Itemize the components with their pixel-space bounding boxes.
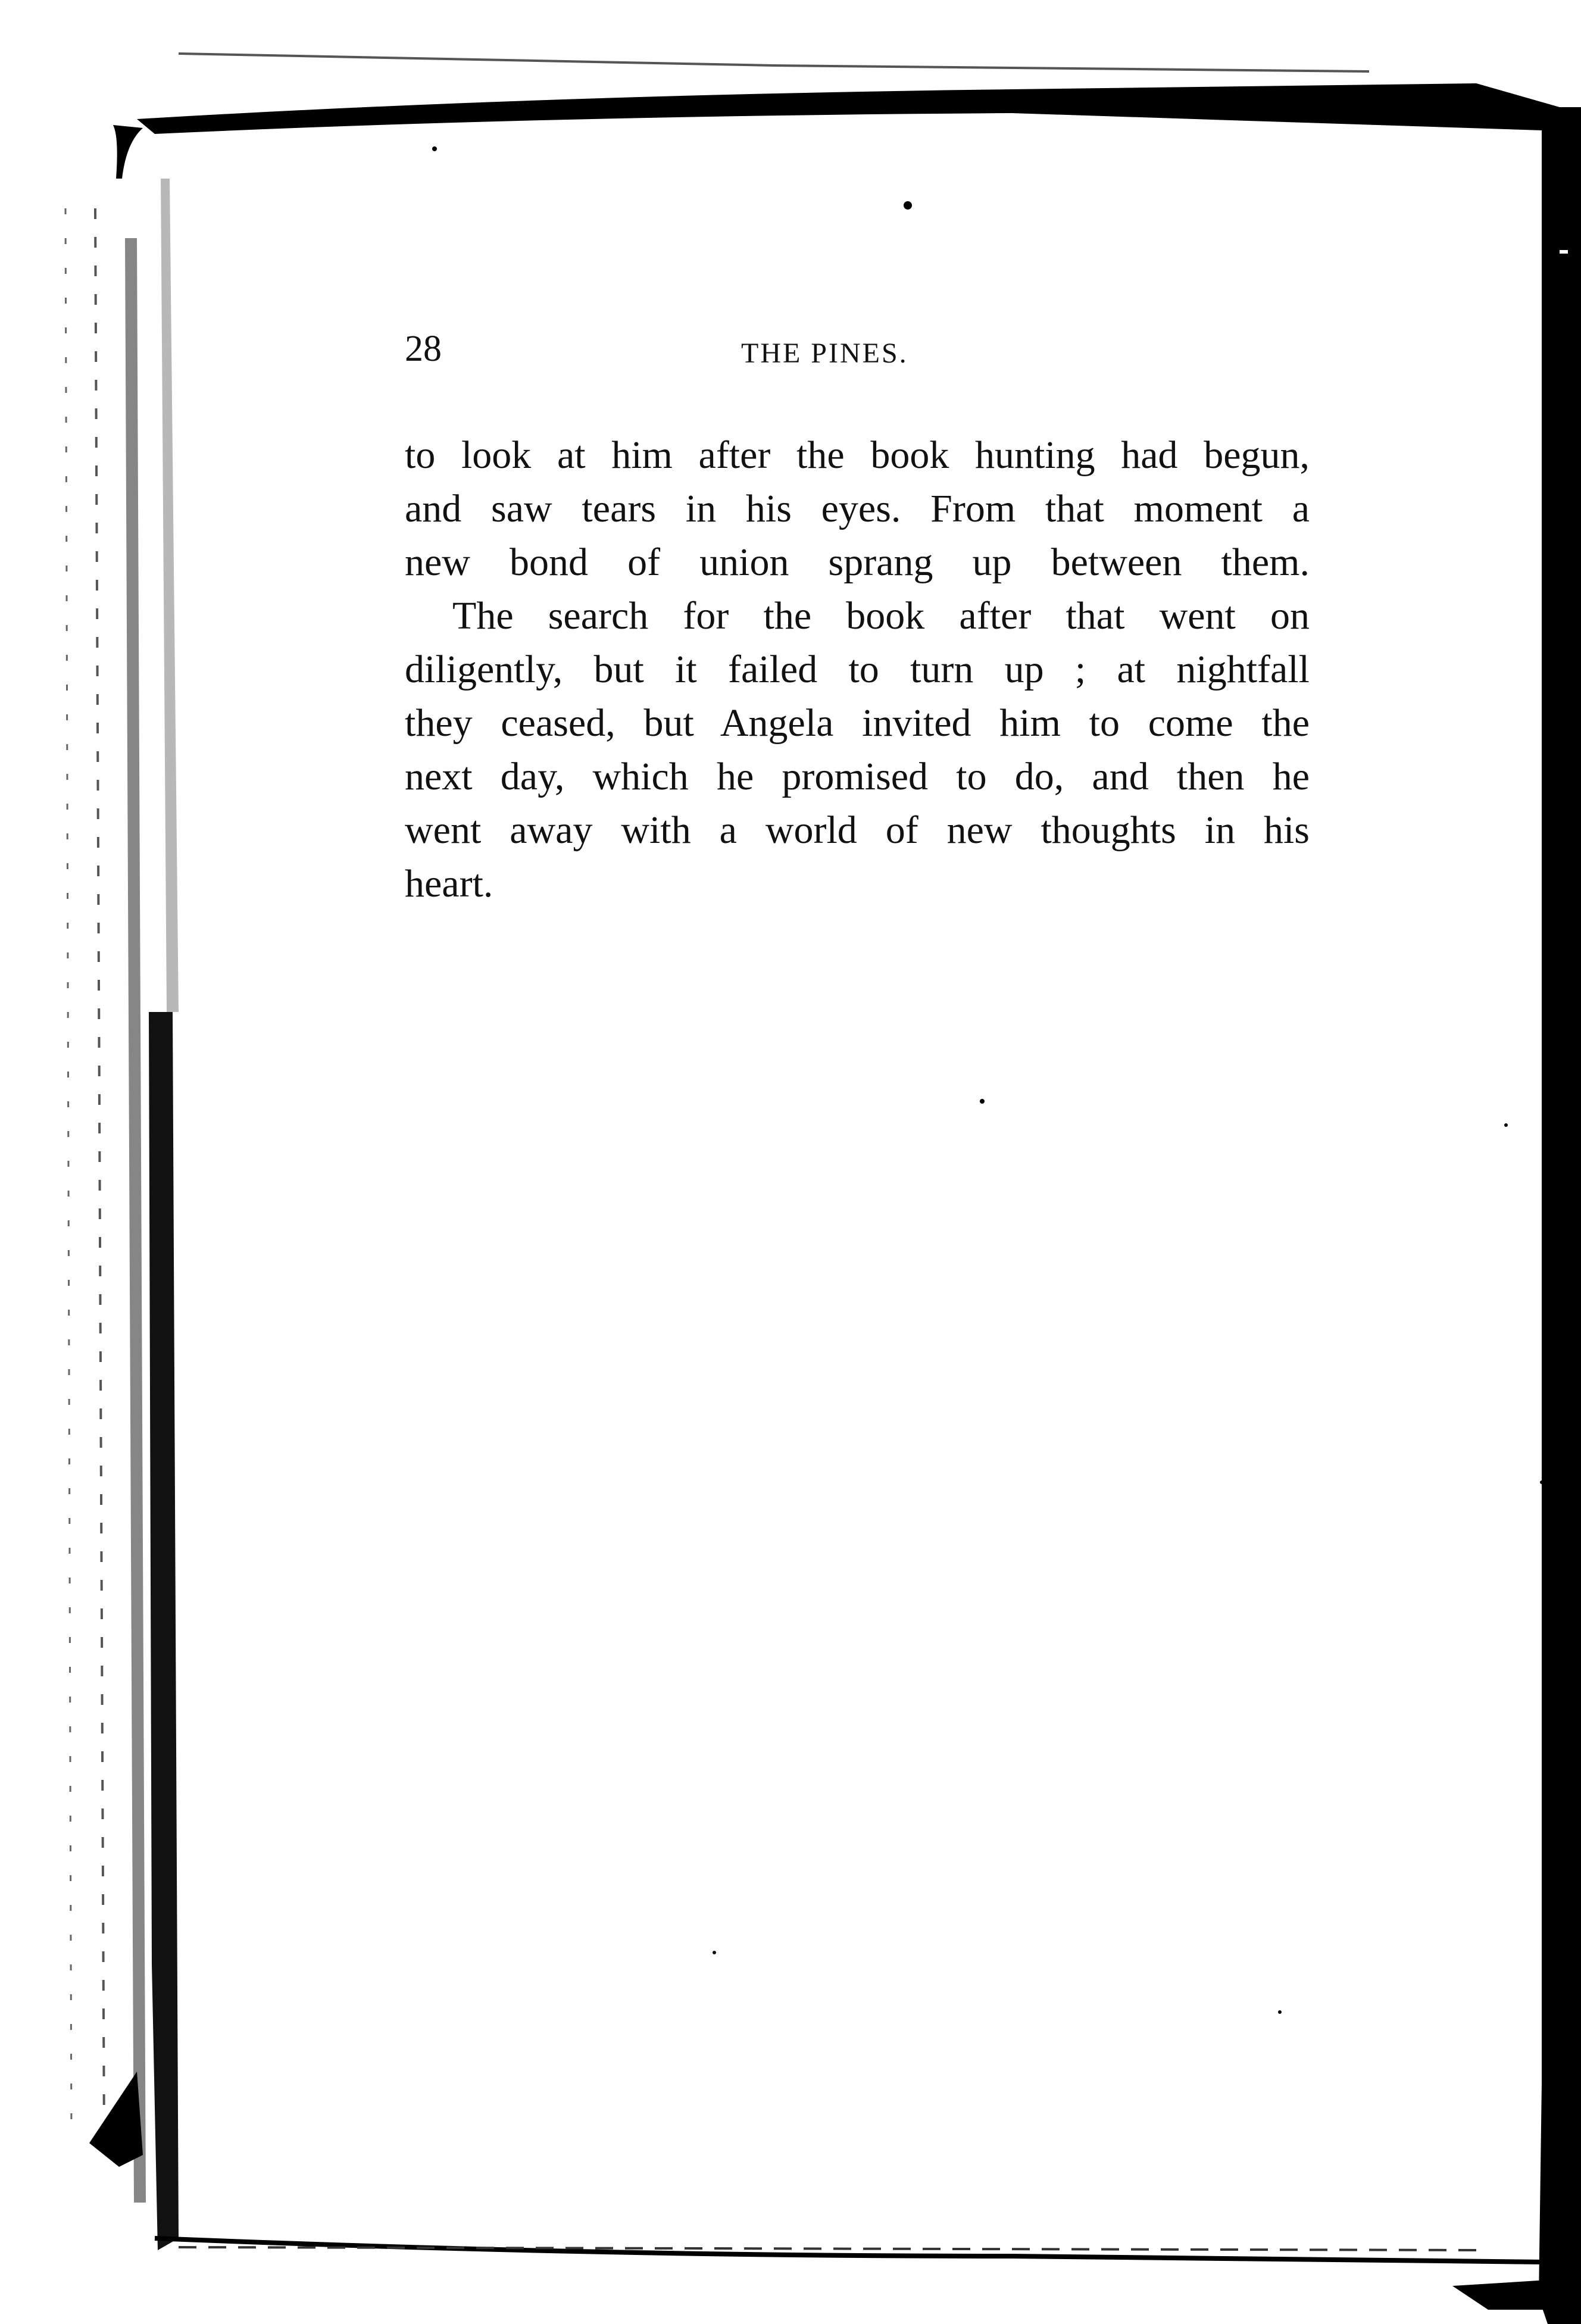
text-line: went away with a world of new thoughts in his <box>405 808 1310 852</box>
text-line: new bond of union sprang up between them. <box>405 541 1310 584</box>
speck-4 <box>1504 1123 1508 1127</box>
text-line: to look at him after the book hunting had begun, <box>405 433 1310 477</box>
speck-5 <box>713 1951 716 1954</box>
left-binding-speckle-2 <box>161 179 179 1012</box>
text-line: and saw tears in his eyes. From that moment a <box>405 487 1310 530</box>
text-line: diligently, but it failed to turn up ; at nightfall <box>405 648 1310 691</box>
speck-6 <box>1278 2010 1282 2014</box>
right-tick-1 <box>1560 250 1568 254</box>
top-page-edge <box>137 83 1560 134</box>
left-binding <box>149 1012 179 2250</box>
body-text <box>405 429 1310 911</box>
bottom-left-blob <box>89 2072 143 2167</box>
bottom-right-blob <box>1452 2280 1560 2310</box>
text-line: next day, which he promised to do, and then he <box>405 755 1310 798</box>
left-binding-speckle <box>125 238 146 2203</box>
speck-3 <box>980 1099 985 1104</box>
speck-1 <box>904 201 912 210</box>
paragraph-start-line: The search for the book after that went on <box>452 594 1310 638</box>
speck-2 <box>432 146 437 151</box>
text-line: heart. <box>405 862 493 905</box>
running-head: THE PINES. <box>741 338 908 369</box>
text-line: they ceased, but Angela invited him to come the <box>405 701 1310 745</box>
right-spine <box>1539 107 1581 2324</box>
page-number: 28 <box>405 329 442 369</box>
speck-7 <box>1540 1480 1543 1484</box>
left-binding-dash-2 <box>95 208 104 2143</box>
bottom-page-edge <box>155 2238 1548 2262</box>
top-faint-edge <box>179 54 1369 71</box>
top-left-corner <box>113 125 143 179</box>
left-binding-dash <box>65 208 71 2143</box>
